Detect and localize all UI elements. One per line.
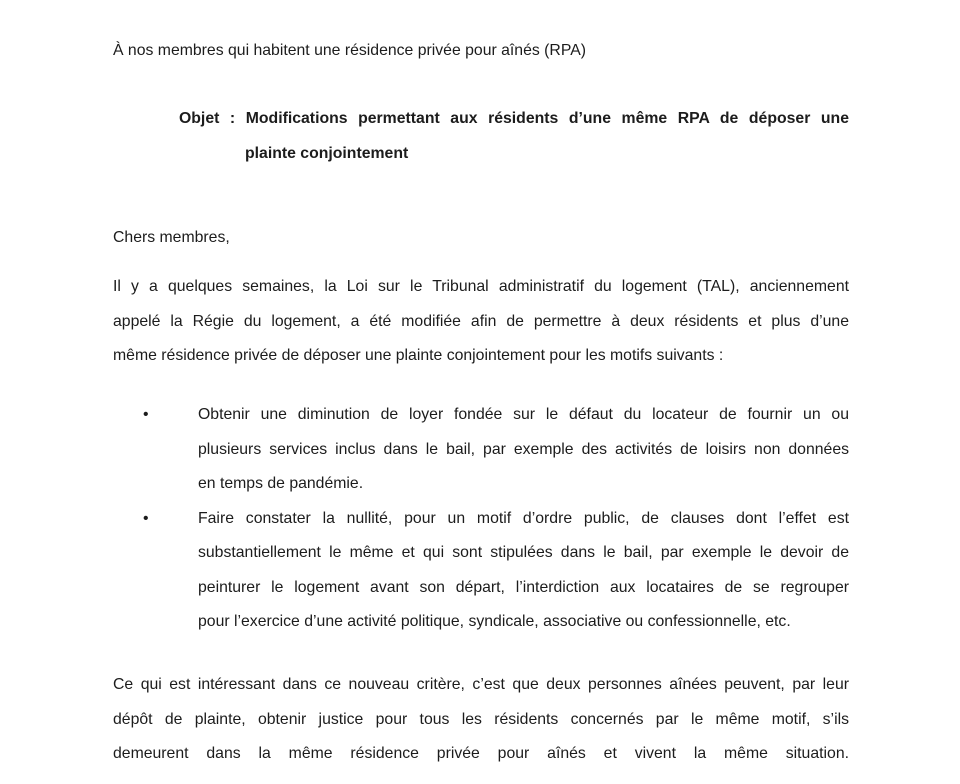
bullet-icon: • <box>143 509 149 527</box>
text-line: Ce qui est intéressant dans ce nouveau critère, c’est que deux personnes aînées peuvent, par leur <box>113 676 849 693</box>
text-line: substantiellement le même et qui sont stipulées dans le bail, par exemple le devoir de <box>198 544 849 561</box>
text-line: plusieurs services inclus dans le bail, par exemple des activités de loisirs non données <box>198 440 849 458</box>
bullet-text <box>198 502 849 640</box>
text-line: dépôt de plainte, obtenir justice pour tous les résidents concernés par le même motif, s’ils <box>113 710 849 728</box>
subject-heading <box>113 102 849 171</box>
salutation: Chers membres, <box>113 229 230 246</box>
text-line: en temps de pandémie. <box>198 475 364 492</box>
addressee-line: À nos membres qui habitent une résidence privée pour aînés (RPA) <box>113 42 586 59</box>
text-line: demeurent dans la même résidence privée pour aînés et vivent la même situation. <box>113 745 849 762</box>
text-line: Il y a quelques semaines, la Loi sur le Tribunal administratif du logement (TAL), anciennement <box>113 278 849 295</box>
text-line: peinturer le logement avant son départ, l’interdiction aux locataires de se regrouper <box>198 578 849 596</box>
closing-paragraph <box>113 668 849 772</box>
letter-page <box>0 34 960 784</box>
bullet-list <box>113 398 849 640</box>
text-line: pour l’exercice d’une activité politique, syndicale, associative ou confessionnelle, etc. <box>198 613 791 630</box>
text-line: Faire constater la nullité, pour un motif d’ordre public, de clauses dont l’effet est <box>198 509 849 527</box>
intro-paragraph <box>113 270 849 374</box>
bullet-item <box>113 502 849 640</box>
text-line: appelé la Régie du logement, a été modifiée afin de permettre à deux résidents et plus d’une <box>113 312 849 330</box>
text-line: plainte conjointement <box>245 144 409 162</box>
text-line: Objet : Modifications permettant aux résidents d’une même RPA de déposer une <box>179 110 849 127</box>
bullet-item <box>113 398 849 502</box>
bullet-icon: • <box>143 406 149 423</box>
text-line: même résidence privée de déposer une plainte conjointement pour les motifs suivants : <box>113 347 724 364</box>
bullet-text <box>198 398 849 502</box>
text-line: Obtenir une diminution de loyer fondée sur le défaut du locateur de fournir un ou <box>198 406 849 423</box>
